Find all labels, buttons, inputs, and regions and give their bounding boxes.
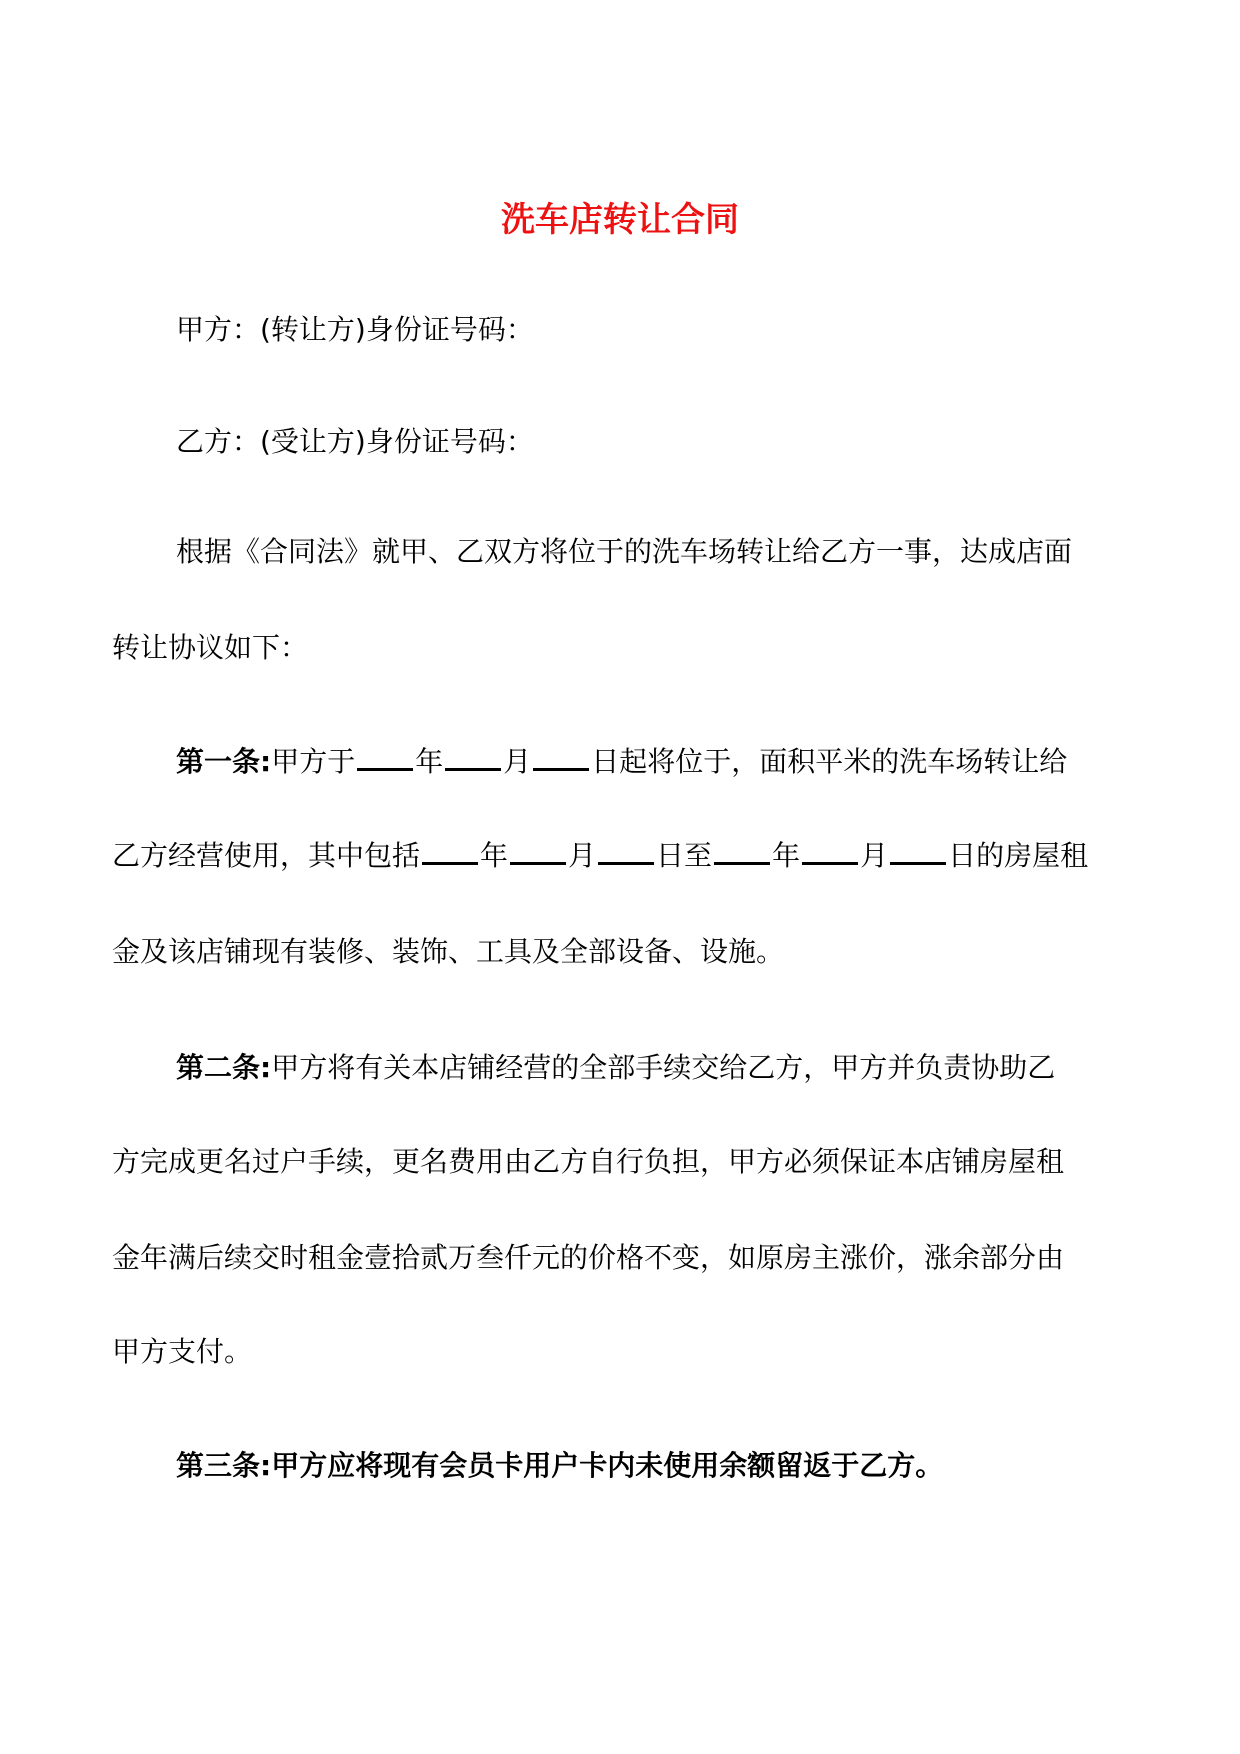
article1-line-1 <box>176 742 1132 782</box>
article2-line-2: 方完成更名过户手续，更名费用由乙方自行负担，甲方必须保证本店铺房屋租 <box>112 1145 1065 1178</box>
article1-text: 乙方经营使用，其中包括 <box>112 839 421 872</box>
blank-field[interactable] <box>533 742 589 771</box>
article1-line-2 <box>112 836 1132 876</box>
blank-field[interactable] <box>714 836 770 865</box>
article2-label: 第二条: <box>176 1051 272 1084</box>
blank-field[interactable] <box>357 742 413 771</box>
article1-text: 日的房屋租 <box>948 839 1089 872</box>
party-b-line: 乙方：(受让方)身份证号码： <box>176 425 534 458</box>
month-label: 月 <box>860 839 889 872</box>
article1-text: 日起将位于，面积平米的洗车场转让给 <box>591 745 1068 778</box>
year-label: 年 <box>772 839 801 872</box>
blank-field[interactable] <box>598 836 654 865</box>
blank-field[interactable] <box>422 836 478 865</box>
blank-field[interactable] <box>510 836 566 865</box>
party-a-line: 甲方：(转让方)身份证号码： <box>176 313 534 346</box>
intro-line-2: 转让协议如下： <box>112 631 309 664</box>
year-label: 年 <box>480 839 509 872</box>
blank-field[interactable] <box>890 836 946 865</box>
month-label: 月 <box>503 745 532 778</box>
article1-label: 第一条: <box>176 745 272 778</box>
article3-text: 甲方应将现有会员卡用户卡内未使用余额留返于乙方。 <box>271 1449 944 1482</box>
month-label: 月 <box>568 839 597 872</box>
day-to-label: 日至 <box>656 839 713 872</box>
article1-line-3: 金及该店铺现有装修、装饰、工具及全部设备、设施。 <box>112 935 785 968</box>
blank-field[interactable] <box>445 742 501 771</box>
year-label: 年 <box>415 745 444 778</box>
article1-text: 甲方于 <box>271 745 356 778</box>
article2-line-1 <box>176 1048 1132 1088</box>
blank-field[interactable] <box>802 836 858 865</box>
article2-text: 甲方将有关本店铺经营的全部手续交给乙方，甲方并负责协助乙 <box>271 1051 1056 1084</box>
article2-line-3: 金年满后续交时租金壹拾贰万叁仟元的价格不变，如原房主涨价，涨余部分由 <box>112 1241 1065 1274</box>
intro-line-1: 根据《合同法》就甲、乙双方将位于的洗车场转让给乙方一事，达成店面 <box>176 535 1073 568</box>
article3-label: 第三条: <box>176 1449 272 1482</box>
page-title: 洗车店转让合同 <box>501 200 739 240</box>
article2-line-4: 甲方支付。 <box>112 1335 253 1368</box>
article3-line <box>176 1446 1132 1486</box>
